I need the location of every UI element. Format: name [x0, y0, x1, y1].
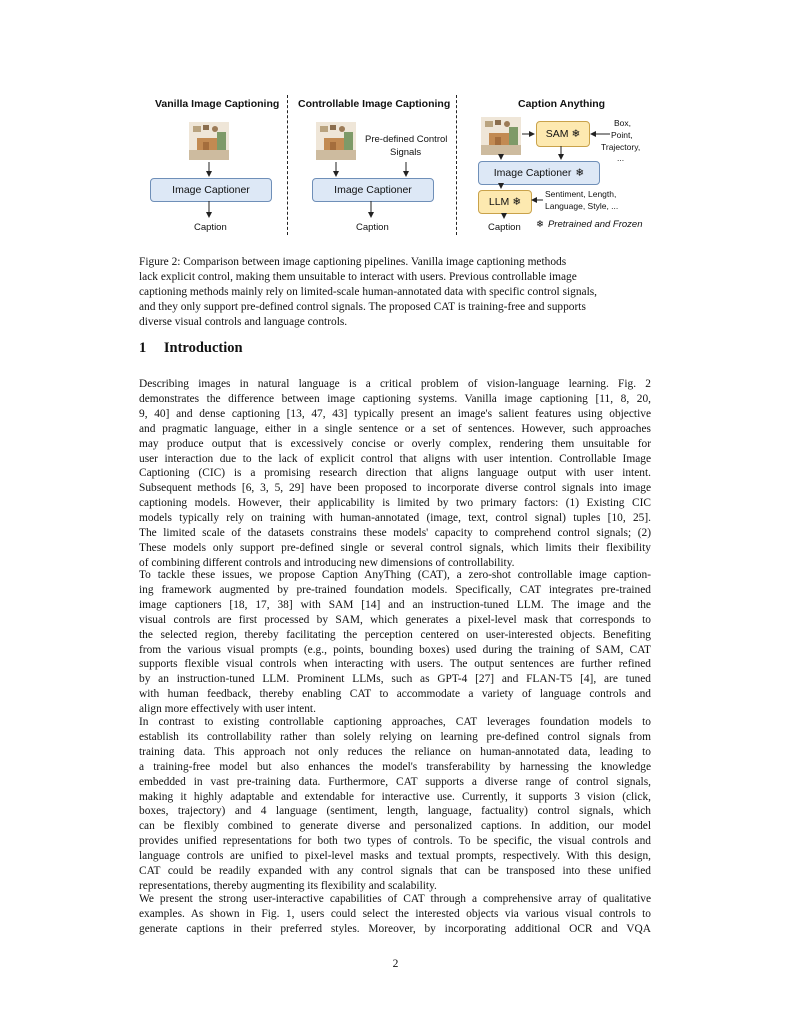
paragraph-line: In contrast to existing controllable captioning approaches, CAT leverages foundation models to [139, 716, 651, 728]
caption-output-label: Caption [194, 222, 227, 233]
predefined-signals-label: Pre-defined Control [365, 134, 448, 145]
caption-output-label: Caption [488, 222, 521, 233]
paragraph-line: These models only support pre-defined single or several control signals, which limits their flexibility [139, 541, 651, 554]
paragraph-line: provides unified representations for both two types of controls. To be specific, the visual controls and [139, 835, 651, 848]
snowflake-icon: ❄ [536, 219, 544, 230]
paragraph-line: establish its controllability rather than solely relying on learning pre-defined control signals from [139, 730, 651, 743]
image-captioner-box: Image Captioner [150, 178, 272, 202]
caption-line: captioning methods mainly rely on limited-scale human-annotated data with specific control signals, [139, 286, 598, 298]
panel-title-caption-anything: Caption Anything [518, 98, 606, 110]
paragraph [139, 715, 651, 894]
paragraph-line: language controls are unified to pixel-level masks and textual prompts, respectively. With this design, [139, 850, 651, 863]
paragraph-line: 9, 40] and dense captioning [13, 47, 43] typically present an image's salient features using objective [139, 407, 651, 420]
paragraph-line: Captioning (CIC) is a promising research direction that aligns language output with user intent. [139, 467, 651, 480]
paragraph-line: user interaction due to the lack of explicit control that aligns with user intention. Controllable Image [139, 452, 651, 465]
caption-line: lack explicit control, making them unsuitable to interact with users. Previous controllable image [139, 271, 577, 283]
paragraph-line: visual controls are first processed by SAM, which generates a pixel-level mask that corresponds to [139, 613, 651, 626]
paragraph-line: examples. As shown in Fig. 1, users could select the interested objects via various visual controls to [139, 907, 651, 920]
paragraph-line: of combining different controls and introducing new dimensions of controllability. [139, 556, 515, 569]
paragraph-line: from the various visual prompts (e.g., points, bounding boxes) used during the training of SAM, CAT [139, 643, 651, 656]
panel-title-vanilla: Vanilla Image Captioning [155, 98, 280, 110]
paragraph-line: align more effectively with user intent. [139, 703, 316, 716]
paragraph-line: supports flexible visual controls when interacting with users. The output sentences are further refined [139, 658, 651, 671]
paragraph-line: Describing images in natural language is a critical problem of vision-language learning. Fig. 2 [139, 378, 651, 390]
paragraph-line: To tackle these issues, we propose Caption AnyThing (CAT), a zero-shot controllable image caption- [139, 569, 651, 581]
caption-line: diverse visual controls and language controls. [139, 316, 348, 328]
paragraph-line: The limited scale of the datasets constrains these models' capacity to comprehend control signals; (2) [139, 527, 651, 540]
paragraph-line: captioning models. However, their applicability is limited by two primary factors: (1) Existing CIC [139, 497, 651, 510]
paragraph-line: making it highly adaptable and extendable for interactive use. Currently, it supports 3 vision (click, [139, 790, 651, 803]
paragraph [139, 892, 651, 937]
caption-line: and they only support pre-defined control signals. The proposed CAT is training-free and supports [139, 301, 586, 313]
paragraph-line: Subsequent methods [6, 3, 5, 29] have been proposed to incorporate diverse control signals into image [139, 482, 651, 495]
visual-prompt-label: ... [617, 153, 625, 163]
paragraph-line: image captioners [18, 17, 38] with SAM [14] and an instruction-tuned LLM. The image and the [139, 598, 651, 611]
paragraph-line: models typically rely on training with human-annotated (image, text, control signal) tuples [10, 25]. [139, 512, 651, 525]
visual-prompt-label: Trajectory, [601, 142, 641, 152]
page-number: 2 [392, 958, 399, 970]
snowflake-icon: ❄ [575, 167, 585, 179]
paragraph [139, 568, 651, 717]
image-captioner-box: Image Captioner [312, 178, 434, 202]
paragraph-line: by an instruction-tuned LLM. Prominent LLMs, such as GPT-4 [27] and FLAN-T5 [4], are tuned [139, 673, 651, 686]
panel-title-controllable: Controllable Image Captioning [298, 98, 451, 110]
figure-caption [139, 255, 651, 330]
paragraph-line: boxes, trajectory) and 4 language (sentiment, length, language, factuality) control signals, which [139, 805, 651, 818]
section-title: Introduction [163, 340, 243, 356]
paragraph-line: can be flexibly combined to generate diverse and personalized captions. In addition, our model [139, 820, 651, 833]
paragraph-line: ing framework augmented by pre-trained foundation models. Specifically, CAT integrates pre-trained [139, 583, 651, 596]
paragraph-line: demonstrates the difference between image captioning systems. Vanilla image captioning [11, 8, 20, [139, 392, 651, 405]
paragraph-line: embedded in vast pre-training data. Furthermore, CAT supports a diverse range of control signals, [139, 775, 651, 788]
paragraph-line: training data. This approach not only reduces the reliance on human-annotated data, leading to [139, 745, 651, 758]
snowflake-icon: ❄ [512, 196, 522, 208]
legend-text: Pretrained and Frozen [547, 219, 643, 230]
paragraph [139, 377, 651, 571]
paragraph-line: and pragmatic language, either in a single sentence or a set of sentences. However, such approaches [139, 422, 651, 435]
paragraph-line: may produce output that is excessively concise or overly complex, rendering them unsuitable for [139, 437, 651, 450]
paragraph-line: with human feedback, thereby enabling CAT to accommodate a variety of language controls and [139, 688, 651, 701]
language-controls-label: Language, Style, ... [545, 201, 619, 211]
image-captioner-label: Image Captioner [493, 167, 572, 179]
caption-line: Figure 2: Comparison between image captioning pipelines. Vanilla image captioning methods [139, 256, 567, 268]
paragraph-line: representations, thereby augmenting its flexibility and scalability. [139, 879, 437, 892]
section-number: 1 [139, 340, 147, 356]
llm-label: LLM [488, 196, 510, 208]
caption-output-label: Caption [356, 222, 389, 233]
language-controls-label: Sentiment, Length, [545, 189, 617, 199]
paragraph-line: the selected region, thereby facilitating the perception centered on user-interested objects. Benefiting [139, 628, 651, 641]
paragraph-line: generate captions in their preferred styles. Moreover, by incorporating additional OCR and VQA [139, 922, 651, 935]
paragraph-line: We present the strong user-interactive capabilities of CAT through a comprehensive array of qualitative [139, 893, 651, 905]
predefined-signals-label: Signals [390, 147, 422, 158]
visual-prompt-label: Point, [611, 130, 633, 140]
sam-label: SAM [545, 128, 569, 140]
figure-arrows [0, 0, 791, 260]
section-heading [139, 340, 243, 357]
snowflake-icon: ❄ [571, 128, 581, 140]
paragraph-line: CAT could be readily expanded with any control signals that can be transposed into these unified [139, 865, 651, 878]
visual-prompt-label: Box, [614, 118, 632, 128]
paragraph-line: a training-free model but also enhances the model's transferability by harnessing the knowledge [139, 760, 651, 773]
